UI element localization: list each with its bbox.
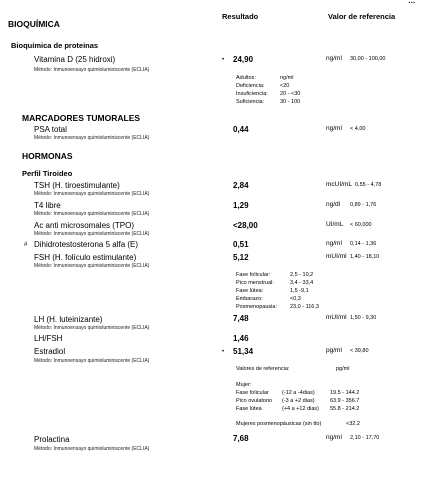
test-ref-estradiol: < 39,80 (350, 348, 369, 354)
estradiol-range-value: 63.9 - 356.7 (330, 398, 360, 404)
estradiol-range-value: 55.8 - 214.2 (330, 406, 360, 412)
test-method-vitd: Método: Inmunoensayo quimioluminiscente (ECLIA) (34, 67, 150, 73)
estradiol-range-days: (+4 a +12 dias) (282, 406, 319, 412)
test-result-fsh: 5,12 (233, 253, 249, 262)
vitd-range-label: Deficiencia: (236, 83, 265, 89)
test-name-vitd: Vitamina D (25 hidroxi) (34, 55, 116, 64)
test-result-lh: 7,48 (233, 314, 249, 323)
test-result-estradiol: 51,34 (233, 347, 254, 356)
test-result-t4: 1,29 (233, 201, 249, 210)
subsection-title-proteinas: Bioquímica de proteinas (11, 41, 99, 50)
estradiol-ref-title: Valores de referencia: (236, 366, 290, 372)
test-unit-tpo: UI/mL (326, 221, 344, 228)
test-ref-lh: 1,50 - 9,30 (350, 315, 377, 321)
fsh-range-value: 3,4 - 33,4 (290, 280, 314, 286)
test-unit-dhea: ng/ml (326, 240, 342, 247)
test-method-prolactina: Método: Inmunoensayo quimioluminiscente (ECLIA) (34, 446, 150, 452)
test-unit-vitd: ng/ml (326, 55, 342, 62)
estradiol-posmeno-label: Mujeres posmenopáusicas (sin tto) (236, 421, 322, 427)
section-title-hormonas: HORMONAS (22, 151, 73, 161)
test-method-lh: Método: Inmunoensayo quimioluminiscente (ECLIA) (34, 325, 150, 331)
reference-column-header: Valor de referencia (328, 12, 396, 21)
test-method-tpo: Método: Inmunoensayo quimioluminiscente (ECLIA) (34, 231, 150, 237)
fsh-range-label: Posmenopausia: (236, 304, 277, 310)
vitd-range-label: Suficiencia: (236, 99, 265, 105)
flag-marker-estradiol: • (222, 349, 225, 355)
fsh-range-value: 2,5 - 10,2 (290, 272, 314, 278)
test-result-prolactina: 7,68 (233, 434, 249, 443)
test-name-prolactina: Prolactina (34, 435, 70, 444)
test-ref-fsh: 1,40 - 18,10 (350, 254, 380, 260)
estradiol-posmeno-value: <32.2 (346, 421, 360, 427)
test-unit-tsh: mcUI/mL (326, 181, 352, 188)
estradiol-range-label: Pico ovulatorio (236, 398, 273, 404)
test-name-t4: T4 libre (34, 201, 61, 210)
fsh-range-label: Fase folicular: (236, 272, 271, 278)
test-result-psa: 0,44 (233, 125, 249, 134)
estradiol-range-label: Fase folicular (236, 390, 269, 396)
vitd-range-value: 30 - 100 (280, 99, 301, 105)
test-unit-estradiol: pg/ml (326, 347, 342, 354)
result-column-header: Resultado (222, 12, 259, 21)
vitd-range-value: <20 (280, 83, 290, 89)
test-unit-lh: mUI/ml (326, 314, 347, 321)
estradiol-range-label: Fase lútea (236, 406, 262, 412)
estradiol-range-value: 19.5 - 144.2 (330, 390, 360, 396)
test-ref-psa: < 4,00 (350, 126, 366, 132)
test-result-dhea: 0,51 (233, 240, 249, 249)
test-method-t4: Método: Inmunoensayo quimioluminiscente (ECLIA) (34, 211, 150, 217)
test-result-tpo: <28,00 (233, 221, 258, 230)
estradiol-range-days: (-3 a +2 dias) (282, 398, 315, 404)
test-name-lh: LH (H. luteinizante) (34, 315, 103, 324)
test-unit-psa: ng/ml (326, 125, 342, 132)
test-result-lhfsh: 1,46 (233, 334, 249, 343)
fsh-range-value: 23,0 - 116,3 (290, 304, 319, 310)
vitd-range-label: Adultos: (236, 75, 256, 81)
test-result-vitd: 24,90 (233, 55, 254, 64)
test-ref-dhea: 0,14 - 1,36 (350, 241, 377, 247)
fsh-range-value: 1,5 -9,1 (290, 288, 309, 294)
vitd-range-label: Insuficiencia: (236, 91, 268, 97)
test-ref-tpo: < 60,000 (350, 222, 372, 228)
subsection-title-perfil-tiroideo: Perfil Tiroideo (22, 169, 73, 178)
test-unit-prolactina: ng/ml (326, 434, 342, 441)
test-name-lhfsh: LH/FSH (34, 334, 63, 343)
vitd-range-unit: ng/ml (280, 75, 294, 81)
section-title-marcadores: MARCADORES TUMORALES (22, 113, 141, 123)
test-ref-tsh: 0,55 - 4,78 (355, 182, 382, 188)
flag-marker-dhea: # (24, 242, 28, 248)
test-unit-fsh: mUI/ml (326, 253, 347, 260)
section-title-bioquimica: BIOQUÍMICA (8, 19, 60, 29)
test-method-estradiol: Método: Inmunoensayo quimioluminiscente (ECLIA) (34, 358, 150, 364)
fsh-range-label: Pico menstrual: (236, 280, 274, 286)
estradiol-range-days: (-12 a -4dias) (282, 390, 315, 396)
test-name-tpo: Ac anti microsomales (TPO) (34, 221, 135, 230)
fsh-range-value: <0,3 (290, 296, 301, 302)
test-name-dhea: Dihidrotestosterona 5 alfa (E) (34, 240, 139, 249)
test-name-tsh: TSH (H. tiroestimulante) (34, 181, 120, 190)
test-name-psa: PSA total (34, 125, 67, 134)
test-method-psa: Método: Inmunoensayo quimioluminiscente (ECLIA) (34, 135, 150, 141)
test-name-estradiol: Estradiol (34, 347, 66, 356)
corner-text: … (408, 0, 416, 5)
test-name-fsh: FSH (H. folículo estimulante) (34, 253, 137, 262)
test-method-fsh: Método: Inmunoensayo quimioluminiscente (ECLIA) (34, 263, 150, 269)
test-ref-t4: 0,89 - 1,76 (350, 202, 377, 208)
test-unit-t4: ng/dl (326, 201, 341, 208)
test-ref-vitd: 30,00 - 100,00 (350, 56, 386, 62)
test-ref-prolactina: 2,10 - 17,70 (350, 435, 380, 441)
estradiol-ref-unit: pg/ml (336, 366, 350, 372)
test-method-tsh: Método: Inmunoensayo quimioluminiscente (ECLIA) (34, 191, 150, 197)
flag-marker-vitd: • (222, 57, 225, 63)
fsh-range-label: Fase lútea: (236, 288, 264, 294)
fsh-range-label: Embarazo: (236, 296, 263, 302)
test-result-tsh: 2,84 (233, 181, 249, 190)
estradiol-mujer-label: Mujer: (236, 382, 252, 388)
vitd-range-value: 20 - <30 (280, 91, 301, 97)
